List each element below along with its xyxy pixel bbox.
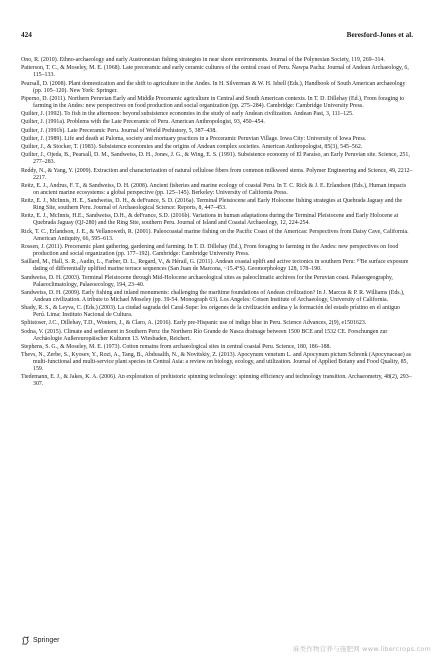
page-number: 424 <box>21 31 32 39</box>
reference-entry: Reitz, E. J., McInnis, H. E., Sandweiss, D. H., & deFrance, S. D. (2016a). Terminal Pleistocene and Early Holocene fishing strategies at Quebrada Jaguay and the Ring Site, southern Peru. Journal of Archaeological Science: Reports, 8, 447–453. <box>21 198 403 212</box>
springer-horse-icon <box>21 636 30 645</box>
reference-entry: Ono, R. (2010). Ethno-archaeology and early Austronesian fishing strategies in near shore environments. Journal of the Polynesian Society, 119, 269–314. <box>21 57 385 63</box>
reference-entry: Sodna, V. (2015). Climate and settlement in Southern Peru: the Northern Río Grande de Nasca drainage between 1500 BCE and 1532 CE. Forschungen zur Archäologie Außereuropäischer Kulturen 13. Wiesbaden, Reichert. <box>21 328 388 342</box>
reference-entry: Reitz, E. J., McInnis, H.E., Sandweiss, D.H., & deFrance, S.D. (2016b). Variations in human adaptations during the Terminal Pleistocene and Early Holocene at Quebrada Jaguay (QJ-280) and the Ring Site, southern Peru. Journal of Island and Coastal Archaeology, 12, 224-254. <box>21 213 399 227</box>
reference-entry: Rick, T. C., Erlandson, J. E., & Vellanoweth, R. (2001). Paleocoastal marine fishing on the Pacific Coast of the Americas: Perspectives from Daisy Cave, California. American Antiquity, 66, 595–613. <box>21 228 409 242</box>
reference-entry: Reddy, N., & Yang, Y. (2009). Extraction and characterization of natural cellulose fibers from common milkweed stems. Polymer Engineering and Science, 49, 2212–2217. <box>21 167 413 181</box>
reference-entry: Rossen, J. (2011). Preceramic plant gathering, gardening and farming. In T. D. Dillehay (Ed.), From foraging to farming in the Andes: new perspectives on food production and social organization (pp. 177–192). Cambridge: Cambridge University Press. <box>21 243 399 257</box>
reference-entry: Saillard, M., Hall, S. R., Audin, L., Farber, D. L., Regard, V., & Hérail, G. (2011). Andean coastal uplift and active tectonics in southern Peru: ¹⁰Be surface exposure dating of differentially uplifted marine terrace sequences (San Juan de Marcona, ~15.4°S). Geomorphology 128, 178–190. <box>21 259 409 273</box>
publisher-footer <box>21 634 161 646</box>
reference-entry: Piperno, D. (2011). Northern Peruvian Early and Middle Preceramic agriculture in Central and South American contexts. In T. D. Dillehay (Ed.), From foraging to farming in the Andes: new perspectives on food production and social organization (pp. 275–284). Cambridge: Cambridge University Press. <box>21 95 405 109</box>
running-title: Beresford-Jones et al. <box>346 31 413 39</box>
site-watermark: 麻类作物营养与施肥网 www.libercrops.com <box>292 645 431 653</box>
running-header <box>21 31 413 43</box>
reference-entry: Quilter, J. (1992). To fish in the afternoon: beyond subsistence economies in the study of early Andean civilization. Andean Past, 3, 111–125. <box>21 111 354 118</box>
reference-entry: Quilter, J., & Stocker, T. (1983). Subsistence economies and the origins of Andean complex societies. American Anthropologist, 85(3), 545–562. <box>21 144 363 151</box>
reference-entry: Reitz, E. J., Andrus, F. T., & Sandweiss, D. H. (2008). Ancient fisheries and marine ecology of coastal Peru. In T. C. Rick & J. E. Erlandson (Eds.), Human impacts on ancient marine ecosystems: a global perspective (pp. 125–145). Berkeley: University of California Press. <box>21 182 407 196</box>
reference-entry: Stephens, S. G., & Moseley, M. E. (1973). Cotton remains from archaeological sites in central coastal Peru. Science, 180, 186–188. <box>21 343 331 350</box>
reference-entry: Patterson, T. C., & Moseley, M. E. (1968). Late preceramic and early ceramic cultures of the central coast of Peru. Ñawpa Pacha: Journal of Andean Archaeology, 6, 115–133. <box>21 65 409 79</box>
reference-entry: Pearsall, D. (2008). Plant domestication and the shift to agriculture in the Andes. In H. Silverman & W. H. Isbell (Eds.), Handbook of South American archaeology (pp. 105–120). New York: Springer. <box>21 80 406 94</box>
reference-entry: Quilter, J. (1989). Life and death at Paloma, society and mortuary practices in a Preceramic Peruvian Village. Iowa City: University of Iowa Press. <box>21 135 367 142</box>
reference-entry: Tiedemann, E. J., & Jakes, K. A. (2006). An exploration of prehistoric spinning technology: spinning efficiency and technology transition. Archaeometry, 48(2), 293–307. <box>21 374 412 388</box>
reference-entry: Quilter, J., Ojeda, B., Pearsall, D. M., Sandweiss, D. H., Jones, J. G., & Wing, E. S. (1991). Subsistence economy of El Paraíso, an Early Peruvian site. Science, 251, 277–283. <box>21 152 410 166</box>
publisher-name: Springer <box>33 636 60 644</box>
reference-entry: Splitstoser, J.C., Dillehay, T.D., Wouters, J., & Claro, A. (2016). Early pre-Hispanic use of indigo blue in Peru. Science Advances, 2(9), e1501623. <box>21 320 367 327</box>
reference-entry: Quilter, J. (1991a). Problems with the Late Preceramic of Peru. American Anthropologist, 93, 450–454. <box>21 119 265 126</box>
reference-entry: Shady, R. S., & Leyva, C. (Eds.) (2003). La ciudad sagrada del Caral-Supe: los orígenes de la civilización andina y la formación del estado prístino en el antiguo Perú. Lima: Instituto Nacional de Cultura. <box>21 305 400 319</box>
reference-entry: Sandweiss, D. H. (2003). Terminal Pleistocene through Mid-Holocene archaeological sites as paleoclimatic archives for the Peruvian coast. Palaeogeography, Palaeoclimatology, Palaeoecology, 194, 23–40. <box>21 274 393 288</box>
reference-entry: Quilter, J. (1991b). Late Preceramic Peru. Journal of World Prehistory, 5, 387–438. <box>21 127 217 134</box>
reference-entry: Sandweiss, D. H. (2009). Early fishing and inland monuments: challenging the maritime foundations of Andean civilization? In J. Marcus & P. R. Williams (Eds.), Andean civilization. A tribute to Michael Moseley (pp. 39-54. Monograph 63). Los Angeles: Cotsen Institute of Archaeology, University of California. <box>21 289 405 303</box>
reference-list <box>21 57 413 390</box>
reference-entry: Thevs, N., Zerbe, S., Kyosev, Y., Rozi, A., Tang, B., Abdusalih, N., & Novitskiy, Z. (2013). Apocynum venetum L. and Apocynum pictum Schrenk (Apocynaceae) as multi-functional and multi-service plant species in Central Asia: a review on biology, ecology, and utilization. Journal of Applied Botany and Food Quality, 85, 159. <box>21 352 412 373</box>
